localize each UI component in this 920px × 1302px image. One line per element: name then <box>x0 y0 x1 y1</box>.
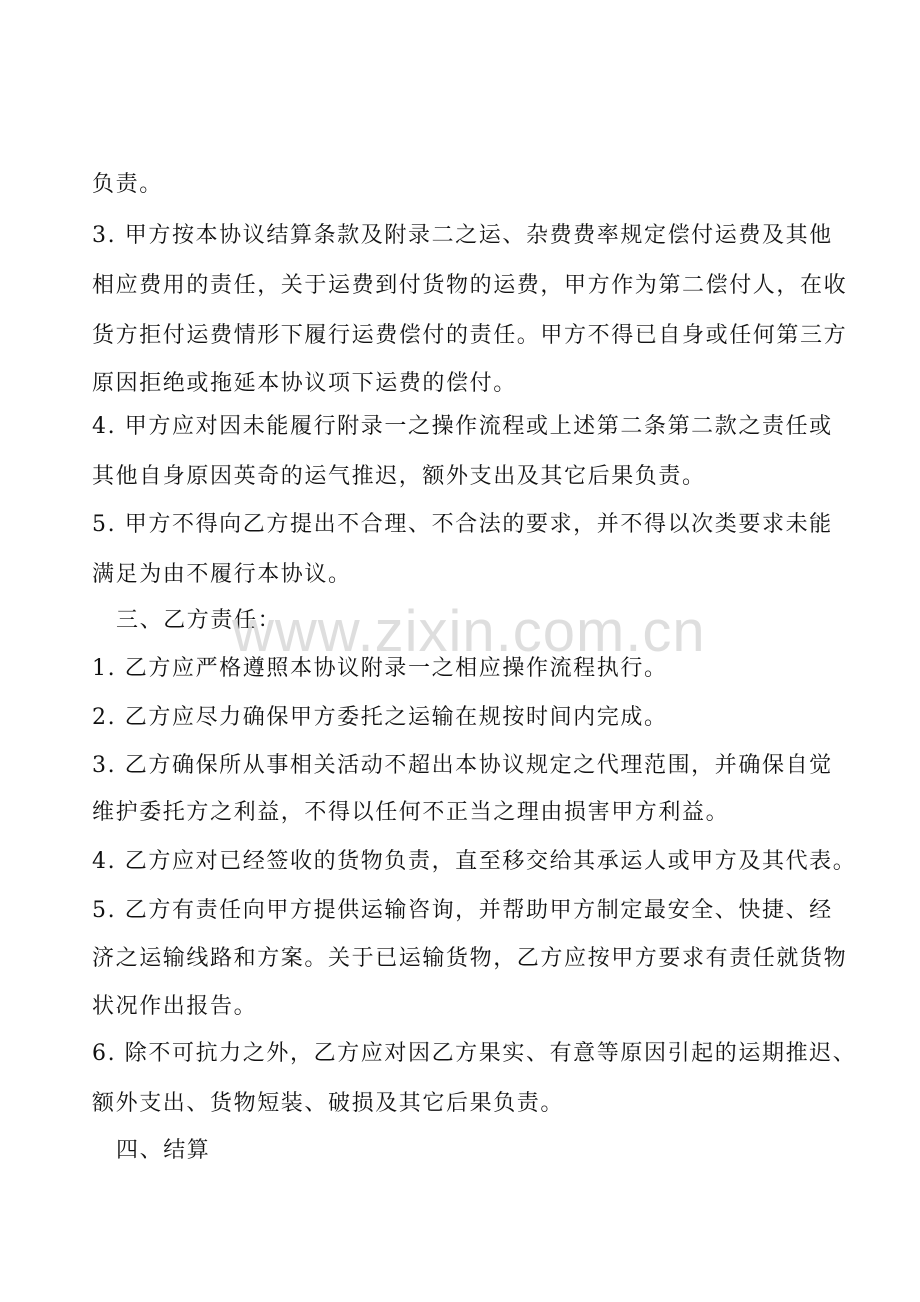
text-line: 相应费用的责任，关于运费到付货物的运费，甲方作为第二偿付人，在收 <box>92 273 848 298</box>
text-line: 3. 乙方确保所从事相关活动不超出本协议规定之代理范围，并确保自觉 <box>92 753 833 778</box>
text-line: 货方拒付运费情形下履行运费偿付的责任。甲方不得已自身或任何第三方 <box>92 323 848 348</box>
text-line: 4. 乙方应对已经签收的货物负责，直至移交给其承运人或甲方及其代表。 <box>92 849 857 874</box>
watermark: www.zixin.com.cn <box>232 599 706 664</box>
text-line: 维护委托方之利益，不得以任何不正当之理由损害甲方利益。 <box>92 800 730 825</box>
text-line: 5. 乙方有责任向甲方提供运输咨询，并帮助甲方制定最安全、快捷、经 <box>92 898 833 923</box>
text-line: 其他自身原因英奇的运气推迟，额外支出及其它后果负责。 <box>92 464 706 489</box>
text-line: 额外支出、货物短装、破损及其它后果负责。 <box>92 1091 565 1116</box>
text-line: 负责。 <box>92 172 163 197</box>
section-heading: 三、乙方责任： <box>116 608 282 633</box>
text-line: 状况作出报告。 <box>92 994 258 1019</box>
text-line: 6. 除不可抗力之外，乙方应对因乙方果实、有意等原因引起的运期推迟、 <box>92 1041 857 1066</box>
text-line: 1. 乙方应严格遵照本协议附录一之相应操作流程执行。 <box>92 656 668 681</box>
text-line: 满足为由不履行本协议。 <box>92 562 352 587</box>
text-line: 济之运输线路和方案。关于已运输货物，乙方应按甲方要求有责任就货物 <box>92 946 848 971</box>
text-line: 2. 乙方应尽力确保甲方委托之运输在规按时间内完成。 <box>92 705 668 730</box>
text-line: 4. 甲方应对因未能履行附录一之操作流程或上述第二条第二款之责任或 <box>92 414 833 439</box>
section-heading: 四、结算 <box>116 1138 211 1163</box>
text-line: 5. 甲方不得向乙方提出不合理、不合法的要求，并不得以次类要求未能 <box>92 512 833 537</box>
text-line: 原因拒绝或拖延本协议项下运费的偿付。 <box>92 371 517 396</box>
text-line: 3. 甲方按本协议结算条款及附录二之运、杂费费率规定偿付运费及其他 <box>92 223 833 248</box>
